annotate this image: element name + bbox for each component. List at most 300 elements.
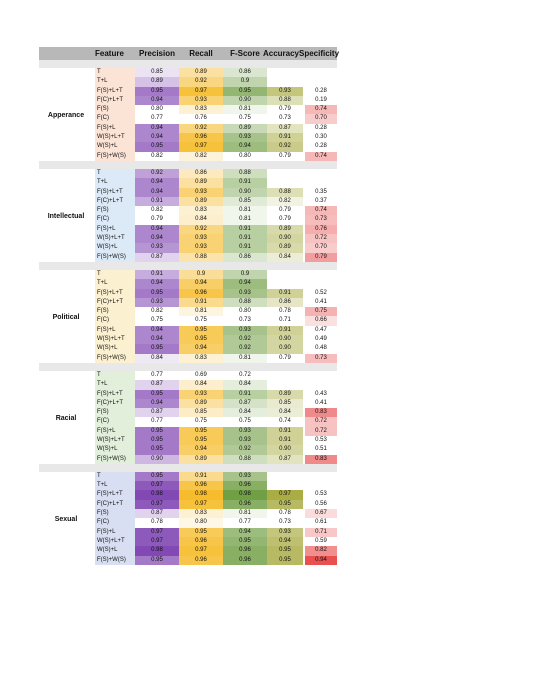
cell-precision: 0.95 [135, 289, 179, 298]
cell-fscore: 0.93 [223, 427, 267, 436]
cell-feature: F(C)+L+T [95, 197, 135, 206]
cell-recall: 0.94 [179, 445, 223, 454]
table-row [39, 215, 337, 224]
cell-precision: 0.95 [135, 344, 179, 353]
cell-accuracy: 0.91 [267, 133, 303, 142]
cell-precision: 0.95 [135, 445, 179, 454]
cell-accuracy: 0.73 [279, 115, 291, 122]
cell-feature: F(S) [95, 307, 135, 316]
cell-feature: W(S)+L+T [95, 537, 135, 546]
cell-precision: 0.94 [135, 234, 179, 243]
table-row [39, 68, 337, 77]
cell-fscore: 0.80 [239, 152, 251, 159]
cell-accuracy: 0.95 [267, 546, 303, 555]
table-row [39, 169, 337, 178]
cell-specificity: 0.74 [305, 152, 337, 161]
cell-specificity [305, 270, 337, 279]
cell-accuracy: 0.87 [267, 455, 303, 464]
table-row [39, 225, 337, 234]
table-row [39, 354, 337, 363]
cell-fscore: 0.93 [223, 436, 267, 445]
cell-recall: 0.95 [179, 528, 223, 537]
cell-specificity: 0.72 [305, 417, 337, 426]
cell-fscore: 0.94 [223, 528, 267, 537]
cell-recall: 0.95 [179, 326, 223, 335]
table-row [39, 500, 337, 509]
cell-accuracy: 0.79 [279, 207, 291, 214]
cell-precision: 0.94 [135, 326, 179, 335]
cell-specificity: 0.41 [315, 399, 327, 406]
cell-recall: 0.81 [179, 307, 223, 316]
cell-recall: 0.88 [179, 253, 223, 262]
cell-feature: T+L [95, 178, 135, 187]
cell-precision: 0.91 [135, 197, 179, 206]
group-sexual [39, 472, 337, 565]
cell-feature: W(S)+L+T [95, 234, 135, 243]
table-row [39, 472, 337, 481]
cell-recall: 0.93 [179, 390, 223, 399]
cell-recall: 0.85 [179, 408, 223, 417]
cell-specificity: 0.79 [305, 253, 337, 262]
cell-precision: 0.77 [151, 418, 163, 425]
cell-specificity: 0.37 [315, 197, 327, 204]
cell-feature: F(S)+W(S) [95, 556, 135, 565]
cell-fscore: 0.9 [223, 270, 267, 279]
cell-accuracy: 0.91 [267, 427, 303, 436]
separator [39, 262, 337, 270]
cell-accuracy [267, 77, 303, 86]
table-row [39, 326, 337, 335]
cell-feature: F(S)+L [95, 225, 135, 234]
cell-feature: W(S)+L [95, 142, 135, 151]
table-row [39, 96, 337, 105]
cell-specificity: 0.52 [315, 289, 327, 296]
cell-specificity: 0.53 [315, 491, 327, 498]
cell-precision: 0.95 [135, 427, 179, 436]
cell-precision: 0.91 [135, 270, 179, 279]
cell-specificity: 0.28 [315, 124, 327, 131]
cell-fscore: 0.93 [223, 326, 267, 335]
separator [39, 161, 337, 169]
cell-fscore: 0.88 [223, 455, 267, 464]
table-row [39, 490, 337, 499]
cell-fscore: 0.77 [239, 519, 251, 526]
cell-feature: T [95, 472, 135, 481]
cell-accuracy [267, 481, 303, 490]
cell-precision: 0.95 [135, 472, 179, 481]
table-row [39, 133, 337, 142]
cell-precision: 0.94 [135, 124, 179, 133]
cell-recall: 0.83 [179, 206, 223, 215]
cell-feature: F(S)+W(S) [95, 152, 135, 161]
cell-fscore: 0.93 [223, 289, 267, 298]
cell-specificity: 0.41 [315, 298, 327, 305]
cell-fscore: 0.72 [239, 371, 251, 378]
cell-accuracy: 0.91 [267, 436, 303, 445]
table-row [39, 77, 337, 86]
cell-specificity: 0.76 [305, 225, 337, 234]
cell-specificity: 0.73 [305, 354, 337, 363]
table-row [39, 197, 337, 206]
cell-specificity: 0.30 [315, 134, 327, 141]
cell-recall: 0.91 [179, 298, 223, 307]
table-header [39, 47, 340, 60]
cell-specificity: 0.49 [315, 336, 327, 343]
cell-recall: 0.89 [179, 455, 223, 464]
cell-precision: 0.77 [151, 115, 163, 122]
cell-accuracy: 0.84 [267, 253, 303, 262]
header-feature: Feature [95, 49, 124, 58]
table-row [39, 537, 337, 546]
cell-precision: 0.90 [135, 455, 179, 464]
cell-accuracy [267, 169, 303, 178]
cell-fscore: 0.85 [223, 197, 267, 206]
cell-precision: 0.80 [151, 106, 163, 113]
cell-specificity [305, 481, 337, 490]
cell-fscore: 0.75 [239, 115, 251, 122]
cell-feature: F(S)+L+T [95, 188, 135, 197]
header-recall: Recall [189, 49, 213, 58]
cell-specificity: 0.67 [305, 509, 337, 518]
cell-accuracy: 0.88 [267, 96, 303, 105]
cell-specificity: 0.75 [305, 307, 337, 316]
cell-accuracy [267, 472, 303, 481]
cell-precision: 0.94 [135, 335, 179, 344]
cell-fscore: 0.91 [223, 225, 267, 234]
table-row [39, 124, 337, 133]
cell-precision: 0.82 [151, 207, 163, 214]
group-label: Apperance [47, 111, 85, 119]
cell-feature: F(S) [95, 206, 135, 215]
cell-recall: 0.93 [179, 234, 223, 243]
table-row [39, 399, 337, 408]
cell-precision: 0.82 [151, 152, 163, 159]
cell-feature: F(C)+L+T [95, 500, 135, 509]
cell-recall: 0.93 [179, 188, 223, 197]
table-row [39, 206, 337, 215]
cell-precision: 0.82 [151, 308, 163, 315]
cell-recall: 0.89 [179, 399, 223, 408]
header-accuracy: Accuracy [262, 49, 300, 58]
cell-feature: W(S)+L [95, 445, 135, 454]
cell-fscore: 0.86 [223, 253, 267, 262]
cell-recall: 0.97 [179, 142, 223, 151]
group-political [39, 270, 337, 363]
cell-precision: 0.94 [135, 178, 179, 187]
cell-precision: 0.92 [135, 169, 179, 178]
table-row [39, 528, 337, 537]
cell-fscore: 0.95 [223, 537, 267, 546]
cell-fscore: 0.81 [223, 354, 267, 363]
cell-specificity [305, 380, 337, 389]
cell-precision: 0.78 [151, 519, 163, 526]
cell-specificity: 0.83 [305, 455, 337, 464]
cell-fscore: 0.87 [223, 399, 267, 408]
cell-recall: 0.76 [195, 115, 207, 122]
cell-precision: 0.98 [135, 546, 179, 555]
cell-precision: 0.79 [151, 216, 163, 223]
cell-accuracy: 0.94 [267, 537, 303, 546]
cell-fscore: 0.9 [223, 77, 267, 86]
cell-accuracy: 0.93 [267, 87, 303, 96]
cell-recall: 0.80 [179, 518, 223, 527]
cell-fscore: 0.98 [223, 490, 267, 499]
cell-specificity [305, 371, 337, 380]
table-row [39, 298, 337, 307]
table-row [39, 455, 337, 464]
cell-accuracy: 0.89 [267, 225, 303, 234]
cell-recall: 0.94 [179, 279, 223, 288]
cell-accuracy: 0.93 [267, 528, 303, 537]
cell-fscore: 0.88 [223, 298, 267, 307]
table-row [39, 234, 337, 243]
cell-feature: F(S) [95, 509, 135, 518]
cell-specificity: 0.66 [305, 316, 337, 325]
table-row [39, 316, 337, 325]
cell-recall: 0.9 [179, 270, 223, 279]
cell-fscore: 0.81 [223, 206, 267, 215]
cell-feature: W(S)+L+T [95, 335, 135, 344]
cell-specificity [305, 178, 337, 187]
cell-recall: 0.75 [195, 418, 207, 425]
cell-specificity: 0.51 [315, 446, 327, 453]
cell-accuracy: 0.90 [267, 234, 303, 243]
cell-fscore: 0.81 [223, 215, 267, 224]
cell-specificity: 0.82 [305, 546, 337, 555]
cell-fscore: 0.91 [223, 243, 267, 252]
header-precision: Precision [138, 49, 175, 58]
header-specificity: Specificity [299, 49, 340, 58]
cell-fscore: 0.92 [223, 335, 267, 344]
cell-feature: F(C) [95, 518, 135, 527]
cell-accuracy: 0.89 [267, 243, 303, 252]
cell-recall: 0.89 [179, 178, 223, 187]
table-row [39, 152, 337, 161]
cell-recall: 0.94 [179, 344, 223, 353]
cell-recall: 0.93 [179, 243, 223, 252]
cell-feature: T+L [95, 279, 135, 288]
cell-accuracy [267, 371, 303, 380]
cell-recall: 0.98 [179, 490, 223, 499]
cell-recall: 0.96 [179, 556, 223, 565]
cell-fscore: 0.90 [223, 188, 267, 197]
cell-accuracy: 0.78 [279, 308, 291, 315]
cell-accuracy: 0.95 [267, 556, 303, 565]
cell-precision: 0.97 [135, 528, 179, 537]
cell-precision: 0.94 [135, 188, 179, 197]
cell-recall: 0.89 [179, 68, 223, 77]
cell-recall: 0.97 [179, 546, 223, 555]
cell-precision: 0.77 [151, 371, 163, 378]
table-row [39, 417, 337, 426]
group-apperance [39, 68, 337, 161]
cell-precision: 0.94 [135, 279, 179, 288]
table-body [39, 68, 337, 565]
cell-fscore: 0.89 [223, 124, 267, 133]
cell-accuracy: 0.79 [279, 216, 291, 223]
cell-recall: 0.82 [179, 152, 223, 161]
cell-feature: F(S)+W(S) [95, 354, 135, 363]
cell-fscore: 0.81 [223, 509, 267, 518]
table-row [39, 436, 337, 445]
group-label: Racial [55, 414, 77, 422]
cell-precision: 0.97 [135, 481, 179, 490]
cell-accuracy: 0.73 [279, 519, 291, 526]
table-row [39, 556, 337, 565]
cell-feature: F(C) [95, 316, 135, 325]
cell-fscore: 0.96 [223, 500, 267, 509]
cell-recall: 0.92 [179, 225, 223, 234]
cell-precision: 0.95 [135, 436, 179, 445]
table-row [39, 546, 337, 555]
cell-specificity: 0.43 [315, 390, 327, 397]
cell-fscore: 0.94 [223, 279, 267, 288]
cell-fscore: 0.91 [223, 234, 267, 243]
cell-accuracy [267, 68, 303, 77]
cell-precision: 0.97 [135, 500, 179, 509]
cell-feature: F(S)+L [95, 427, 135, 436]
cell-accuracy: 0.88 [267, 188, 303, 197]
cell-accuracy: 0.82 [267, 197, 303, 206]
cell-accuracy: 0.90 [267, 344, 303, 353]
cell-specificity: 0.19 [315, 96, 327, 103]
cell-feature: F(S)+L [95, 124, 135, 133]
cell-specificity [305, 472, 337, 481]
cell-specificity: 0.47 [315, 326, 327, 333]
cell-accuracy: 0.90 [267, 445, 303, 454]
cell-recall: 0.95 [179, 335, 223, 344]
cell-precision: 0.98 [135, 490, 179, 499]
cell-feature: W(S)+L [95, 243, 135, 252]
cell-recall: 0.84 [179, 215, 223, 224]
cell-feature: F(C)+L+T [95, 298, 135, 307]
cell-precision: 0.85 [135, 68, 179, 77]
separator [39, 363, 337, 371]
cell-fscore: 0.80 [239, 308, 251, 315]
group-racial [39, 371, 337, 464]
cell-specificity: 0.72 [305, 427, 337, 436]
cell-accuracy: 0.79 [279, 354, 291, 361]
cell-accuracy: 0.90 [267, 335, 303, 344]
cell-feature: T+L [95, 380, 135, 389]
cell-recall: 0.86 [179, 169, 223, 178]
cell-feature: T [95, 270, 135, 279]
cell-specificity: 0.53 [315, 436, 327, 443]
cell-accuracy: 0.97 [267, 490, 303, 499]
cell-feature: T [95, 371, 135, 380]
cell-specificity: 0.74 [305, 105, 337, 114]
cell-feature: F(S)+L [95, 528, 135, 537]
cell-specificity: 0.72 [305, 234, 337, 243]
cell-precision: 0.97 [135, 537, 179, 546]
cell-fscore: 0.96 [223, 556, 267, 565]
cell-recall: 0.93 [179, 96, 223, 105]
cell-specificity: 0.73 [305, 215, 337, 224]
cell-recall: 0.75 [195, 317, 207, 324]
cell-recall: 0.97 [179, 87, 223, 96]
cell-feature: T+L [95, 481, 135, 490]
separator [39, 60, 337, 68]
cell-feature: W(S)+L+T [95, 436, 135, 445]
cell-feature: F(S)+W(S) [95, 253, 135, 262]
cell-specificity: 0.71 [305, 528, 337, 537]
table-row [39, 253, 337, 262]
cell-accuracy: 0.71 [279, 317, 291, 324]
cell-specificity: 0.35 [315, 188, 327, 195]
cell-accuracy: 0.89 [267, 390, 303, 399]
cell-fscore: 0.96 [223, 546, 267, 555]
cell-recall: 0.92 [179, 77, 223, 86]
separator [39, 464, 337, 472]
cell-feature: F(S) [95, 105, 135, 114]
group-label: Intellectual [47, 212, 85, 220]
cell-precision: 0.75 [151, 317, 163, 324]
cell-specificity [305, 68, 337, 77]
cell-recall: 0.95 [179, 436, 223, 445]
cell-precision: 0.84 [135, 354, 179, 363]
cell-fscore: 0.95 [223, 87, 267, 96]
cell-recall: 0.84 [179, 380, 223, 389]
cell-fscore: 0.90 [223, 96, 267, 105]
cell-specificity: 0.70 [305, 243, 337, 252]
table-row [39, 289, 337, 298]
cell-fscore: 0.73 [239, 317, 251, 324]
table-row [39, 380, 337, 389]
cell-feature: T [95, 169, 135, 178]
cell-specificity [305, 169, 337, 178]
cell-accuracy [267, 178, 303, 187]
cell-fscore: 0.92 [223, 445, 267, 454]
cell-feature: F(S)+W(S) [95, 455, 135, 464]
cell-recall: 0.89 [179, 197, 223, 206]
cell-feature: W(S)+L+T [95, 133, 135, 142]
cell-recall: 0.96 [179, 537, 223, 546]
cell-precision: 0.94 [135, 133, 179, 142]
cell-accuracy: 0.79 [279, 106, 291, 113]
cell-feature: F(S)+L+T [95, 87, 135, 96]
table-row [39, 243, 337, 252]
cell-recall: 0.96 [179, 133, 223, 142]
cell-specificity: 0.94 [305, 556, 337, 565]
cell-feature: F(S)+L+T [95, 289, 135, 298]
cell-specificity [305, 279, 337, 288]
group-intellectual [39, 169, 337, 262]
cell-accuracy [267, 380, 303, 389]
cell-precision: 0.87 [135, 253, 179, 262]
cell-specificity: 0.28 [315, 143, 327, 150]
cell-precision: 0.94 [135, 225, 179, 234]
cell-fscore: 0.84 [223, 380, 267, 389]
cell-accuracy: 0.79 [279, 152, 291, 159]
table-row [39, 481, 337, 490]
cell-feature: W(S)+L [95, 344, 135, 353]
table-row [39, 188, 337, 197]
cell-accuracy [267, 270, 303, 279]
cell-precision: 0.93 [135, 243, 179, 252]
cell-feature: T [95, 68, 135, 77]
cell-accuracy: 0.87 [267, 124, 303, 133]
cell-precision: 0.87 [135, 408, 179, 417]
table-row [39, 279, 337, 288]
table-row [39, 270, 337, 279]
cell-accuracy: 0.86 [267, 298, 303, 307]
cell-fscore: 0.91 [223, 178, 267, 187]
cell-fscore: 0.86 [223, 68, 267, 77]
cell-accuracy: 0.84 [267, 408, 303, 417]
cell-precision: 0.95 [135, 142, 179, 151]
cell-precision: 0.94 [135, 96, 179, 105]
cell-precision: 0.94 [135, 399, 179, 408]
